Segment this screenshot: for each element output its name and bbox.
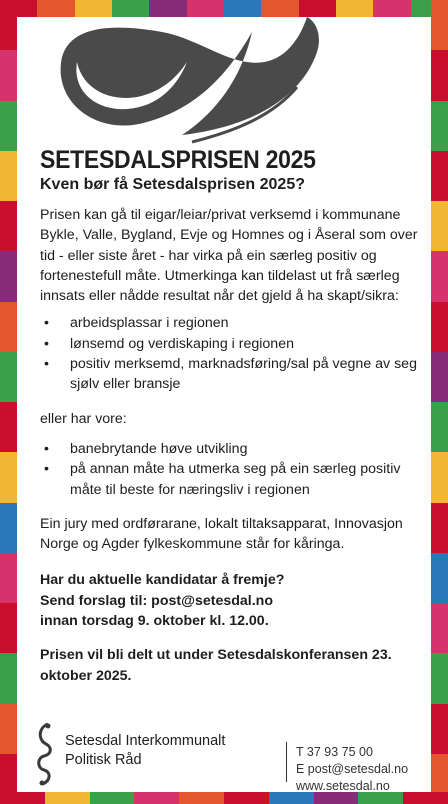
criteria-list-2 <box>40 439 430 500</box>
footer-divider <box>286 742 287 782</box>
organization-name: Setesdal Interkommunalt Politisk Råd <box>65 733 226 768</box>
cta-send: Send forslag til: post@setesdal.no <box>40 592 273 609</box>
award-info: Prisen vil bli delt ut under Setesdalskonferansen 23. oktober 2025. <box>40 647 392 684</box>
call-to-action <box>40 570 430 685</box>
list-item: • banebrytande høve utvikling <box>44 440 248 457</box>
border-top-stripes <box>0 0 448 17</box>
footer <box>34 722 434 797</box>
list-item: • positiv merksemd, marknadsføring/sal på vegne av seg sjølv eller bransje <box>44 356 417 393</box>
main-content <box>40 145 430 686</box>
criteria-list-1 <box>40 313 430 394</box>
scroll-ornament-icon <box>42 17 342 147</box>
cta-question: Har du aktuelle kandidatar å fremje? <box>40 572 285 589</box>
contact-info <box>296 744 408 795</box>
intro-paragraph: Prisen kan gå til eigar/leiar/privat verksemd i kommunane Bykle, Valle, Bygland, Evje og Homnes og i Åseral som over tid - eller siste året - har virka på ein særleg positiv og fortenestefull måte. Utmerkinga kan tildelast ut frå særleg innsats eller nådde resultat når det gjeld å ha skapt/sikra: <box>40 207 418 305</box>
email-link[interactable]: post@setesdal.no <box>151 592 273 609</box>
jury-paragraph: Ein jury med ordførarane, lokalt tiltaksapparat, Innovasjon Norge og Agder fylkeskommune står for kåringa. <box>40 515 403 553</box>
setesdal-logo-icon <box>34 722 56 787</box>
cta-deadline: innan torsdag 9. oktober kl. 12.00. <box>40 613 269 630</box>
or-label: eller har vore: <box>40 410 127 427</box>
website-link[interactable]: www.setesdal.no <box>296 779 390 793</box>
border-left-stripes <box>0 0 17 804</box>
email[interactable]: E post@setesdal.no <box>296 762 409 776</box>
phone: T 37 93 75 00 <box>296 745 373 759</box>
border-right-stripes <box>431 0 448 804</box>
list-item: • lønsemd og verdiskaping i regionen <box>44 335 294 352</box>
subtitle: Kven bør få Setesdalsprisen 2025? <box>40 176 305 193</box>
list-item: • arbeidsplassar i regionen <box>44 315 229 332</box>
content-panel <box>17 17 431 792</box>
list-item: • på annan måte ha utmerka seg på ein særleg positiv måte til beste for næringsliv i regionen <box>44 461 401 498</box>
page-title: SETESDALSPRISEN 2025 <box>40 146 316 174</box>
